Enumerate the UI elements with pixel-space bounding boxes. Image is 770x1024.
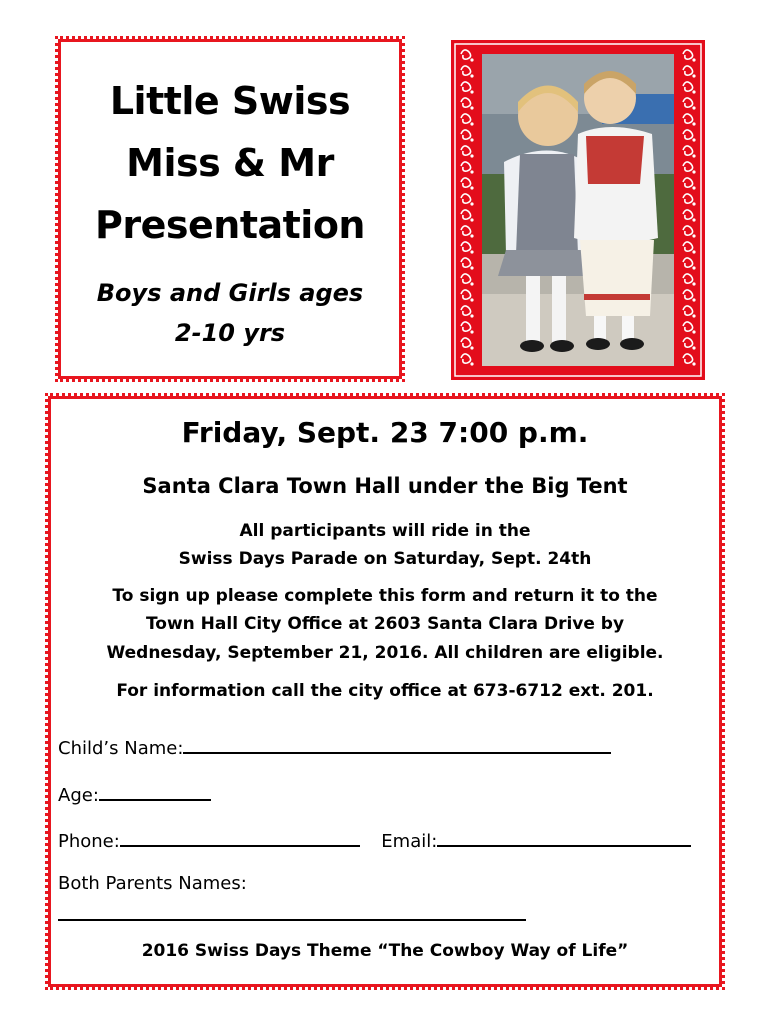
- subtitle-line-2: 2-10 yrs: [174, 319, 286, 347]
- event-location: Santa Clara Town Hall under the Big Tent: [142, 474, 628, 498]
- contact-info: For information call the city office at 673-6712 ext. 201.: [116, 681, 654, 701]
- parade-line-1: All participants will ride in the: [239, 521, 531, 541]
- title-box: [55, 36, 405, 382]
- photo-frame: [451, 40, 705, 380]
- title-line-3: Presentation: [95, 203, 365, 247]
- title-line-2: Miss & Mr: [126, 141, 334, 185]
- subtitle-line-1: Boys and Girls ages: [96, 279, 364, 307]
- parents-row: [58, 901, 526, 926]
- parents-label: Both Parents Names:: [58, 873, 247, 894]
- info-box: [45, 393, 725, 990]
- parade-line-2: Swiss Days Parade on Saturday, Sept. 24th: [178, 549, 592, 569]
- phone-field[interactable]: [120, 827, 360, 847]
- child-name-row: [58, 734, 611, 759]
- children-photo: [482, 54, 674, 366]
- child-name-field[interactable]: [183, 734, 611, 754]
- signup-line-1: To sign up please complete this form and return it to the: [112, 586, 658, 606]
- email-field[interactable]: [437, 827, 691, 847]
- phone-label: Phone:: [58, 831, 120, 852]
- phone-email-row: [58, 827, 691, 852]
- signup-line-2: Town Hall City Office at 2603 Santa Clara Drive by: [145, 614, 625, 634]
- age-label: Age:: [58, 785, 99, 806]
- theme-line: 2016 Swiss Days Theme “The Cowboy Way of Life”: [141, 941, 629, 961]
- email-label: Email:: [381, 831, 438, 852]
- signup-line-3: Wednesday, September 21, 2016. All children are eligible.: [106, 643, 664, 663]
- age-field[interactable]: [99, 781, 211, 801]
- parents-field[interactable]: [58, 901, 526, 921]
- event-date-time: Friday, Sept. 23 7:00 p.m.: [181, 416, 589, 449]
- child-name-label: Child’s Name:: [58, 738, 184, 759]
- title-line-1: Little Swiss: [109, 79, 351, 123]
- age-row: [58, 781, 211, 806]
